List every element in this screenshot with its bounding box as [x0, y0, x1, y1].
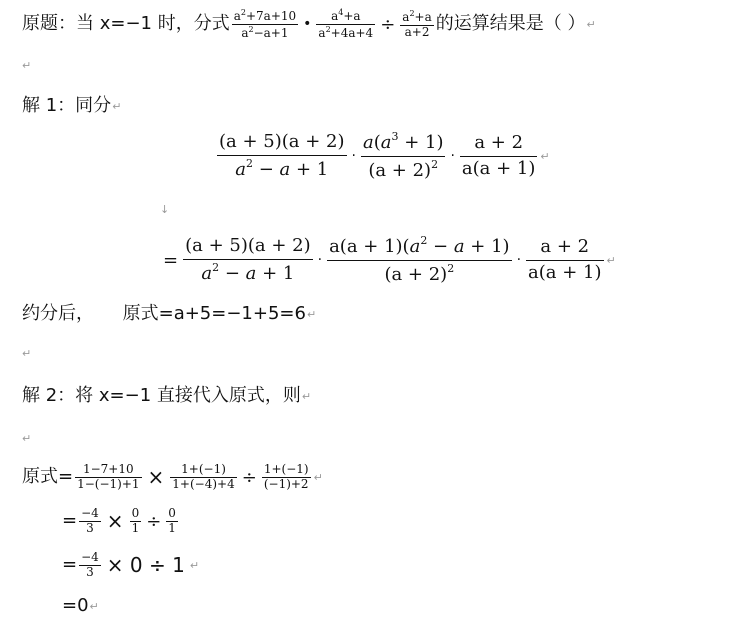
denominator: $(a + 2)^2$: [368, 157, 439, 181]
problem-line: [22, 6, 596, 42]
solution1-row2-fraction-3: [526, 236, 604, 284]
solution2-line3-tail: × 0 ÷ 1: [106, 553, 185, 577]
problem-fraction-2: [316, 8, 375, 41]
denominator: 3: [86, 564, 94, 579]
denominator: 3: [86, 520, 94, 535]
numerator: (a + 5)(a + 2): [219, 131, 345, 152]
denominator: 1: [168, 520, 176, 535]
denominator: 1−(−1)+1: [77, 476, 140, 491]
problem-prefix: 原题：当 x=−1 时，分式: [22, 13, 230, 34]
solution1-row2: [160, 232, 616, 288]
solution2-line1-fraction-2: [170, 463, 236, 492]
times-sign: ×: [106, 509, 124, 533]
problem-fraction-1-numerator: $a^2+7a+10$: [233, 7, 297, 23]
denominator: 1: [131, 520, 140, 535]
problem-suffix: 的运算结果是（ ）: [435, 13, 586, 34]
numerator: 1−7+10: [82, 461, 134, 476]
solution1-conclusion-text: 约分后， 原式=a+5=−1+5=6: [22, 303, 306, 324]
numerator: a + 2: [474, 132, 524, 153]
denominator: a(a + 1): [528, 261, 602, 283]
problem-fraction-3: [400, 9, 433, 40]
divide-sign: ÷: [241, 466, 257, 488]
problem-fraction-1: [232, 8, 298, 41]
paragraph-mark: ↵: [189, 558, 200, 572]
numerator: 1+(−1): [263, 461, 309, 476]
divide-sign: ÷: [380, 13, 396, 35]
solution1-row1: [215, 128, 550, 184]
solution2-line1-fraction-3: [262, 463, 311, 492]
solution1-row1-fraction-1: [217, 131, 347, 181]
paragraph-mark: ↵: [540, 149, 550, 163]
paragraph-mark: ↵: [301, 389, 312, 403]
problem-fraction-3-numerator: $a^2+a$: [402, 8, 432, 24]
line-break-mark: ↓: [160, 203, 170, 216]
divide-sign: ÷: [146, 510, 162, 532]
paragraph-mark: ↵: [22, 59, 32, 72]
multiply-dot: ·: [516, 252, 522, 268]
problem-fraction-3-denominator: a+2: [404, 24, 430, 39]
paragraph-mark: ↵: [22, 432, 32, 445]
solution1-conclusion: [22, 302, 316, 326]
paragraph-mark: ↵: [313, 470, 323, 484]
equals-sign: =: [62, 554, 78, 575]
solution2-line2-fraction-2: [130, 507, 142, 536]
numerator: (a + 5)(a + 2): [185, 235, 311, 256]
solution1-row1-fraction-3: [460, 132, 538, 180]
equals-sign: =: [62, 510, 78, 531]
paragraph-mark: ↵: [89, 599, 99, 613]
solution2-line3: [62, 544, 199, 586]
solution2-heading: [22, 384, 311, 408]
multiply-dot: ·: [450, 148, 455, 164]
solution2-line3-fraction-1: [79, 551, 101, 580]
equals-sign: =: [163, 249, 179, 271]
paragraph-mark: ↵: [306, 307, 317, 321]
solution2-line4: [62, 594, 99, 618]
numerator: 0: [131, 505, 140, 520]
numerator: $a(a + 1)(a^2 - a + 1)$: [329, 234, 510, 257]
numerator: 1+(−1): [181, 461, 226, 476]
times-sign: ×: [147, 465, 165, 489]
solution2-heading-text: 解 2：将 x=−1 直接代入原式，则: [22, 385, 301, 406]
denominator: a(a + 1): [461, 157, 536, 179]
solution2-line2: [62, 500, 180, 542]
solution1-row1-fraction-2: [361, 130, 446, 182]
multiply-dot: ·: [351, 148, 356, 164]
solution2-line1-prefix: 原式=: [22, 466, 74, 487]
solution2-line2-fraction-1: [79, 507, 101, 536]
paragraph-mark: ↵: [606, 253, 616, 267]
numerator: $a(a^3 + 1)$: [362, 130, 444, 153]
multiply-dot: •: [303, 16, 312, 32]
denominator: (−1)+2: [263, 476, 309, 491]
paragraph-mark: ↵: [112, 99, 122, 113]
solution2-line1-fraction-1: [75, 463, 141, 492]
problem-fraction-2-numerator: $a^4+a$: [331, 7, 361, 23]
numerator: −4: [81, 505, 99, 520]
solution2-line2-fraction-3: [166, 507, 178, 536]
numerator: 0: [168, 505, 176, 520]
solution2-final-answer: =0: [62, 595, 89, 616]
paragraph-mark: ↵: [586, 17, 596, 31]
solution1-row2-fraction-2: [327, 234, 512, 286]
solution1-heading: [22, 94, 121, 118]
solution1-row2-fraction-1: [183, 235, 313, 285]
problem-fraction-2-denominator: $a^2+4a+4$: [318, 24, 374, 40]
denominator: $(a + 2)^2$: [384, 261, 455, 285]
solution2-line1: [22, 456, 323, 498]
numerator: −4: [81, 549, 99, 564]
solution1-heading-text: 解 1：同分: [22, 95, 112, 116]
numerator: a + 2: [540, 236, 590, 257]
multiply-dot: ·: [317, 252, 323, 268]
problem-fraction-1-denominator: $a^2-a+1$: [241, 24, 289, 40]
denominator: 1+(−4)+4: [172, 476, 235, 491]
denominator: $a^2 - a + 1$: [201, 260, 295, 284]
paragraph-mark: ↵: [22, 347, 32, 360]
denominator: $a^2 - a + 1$: [235, 156, 329, 180]
